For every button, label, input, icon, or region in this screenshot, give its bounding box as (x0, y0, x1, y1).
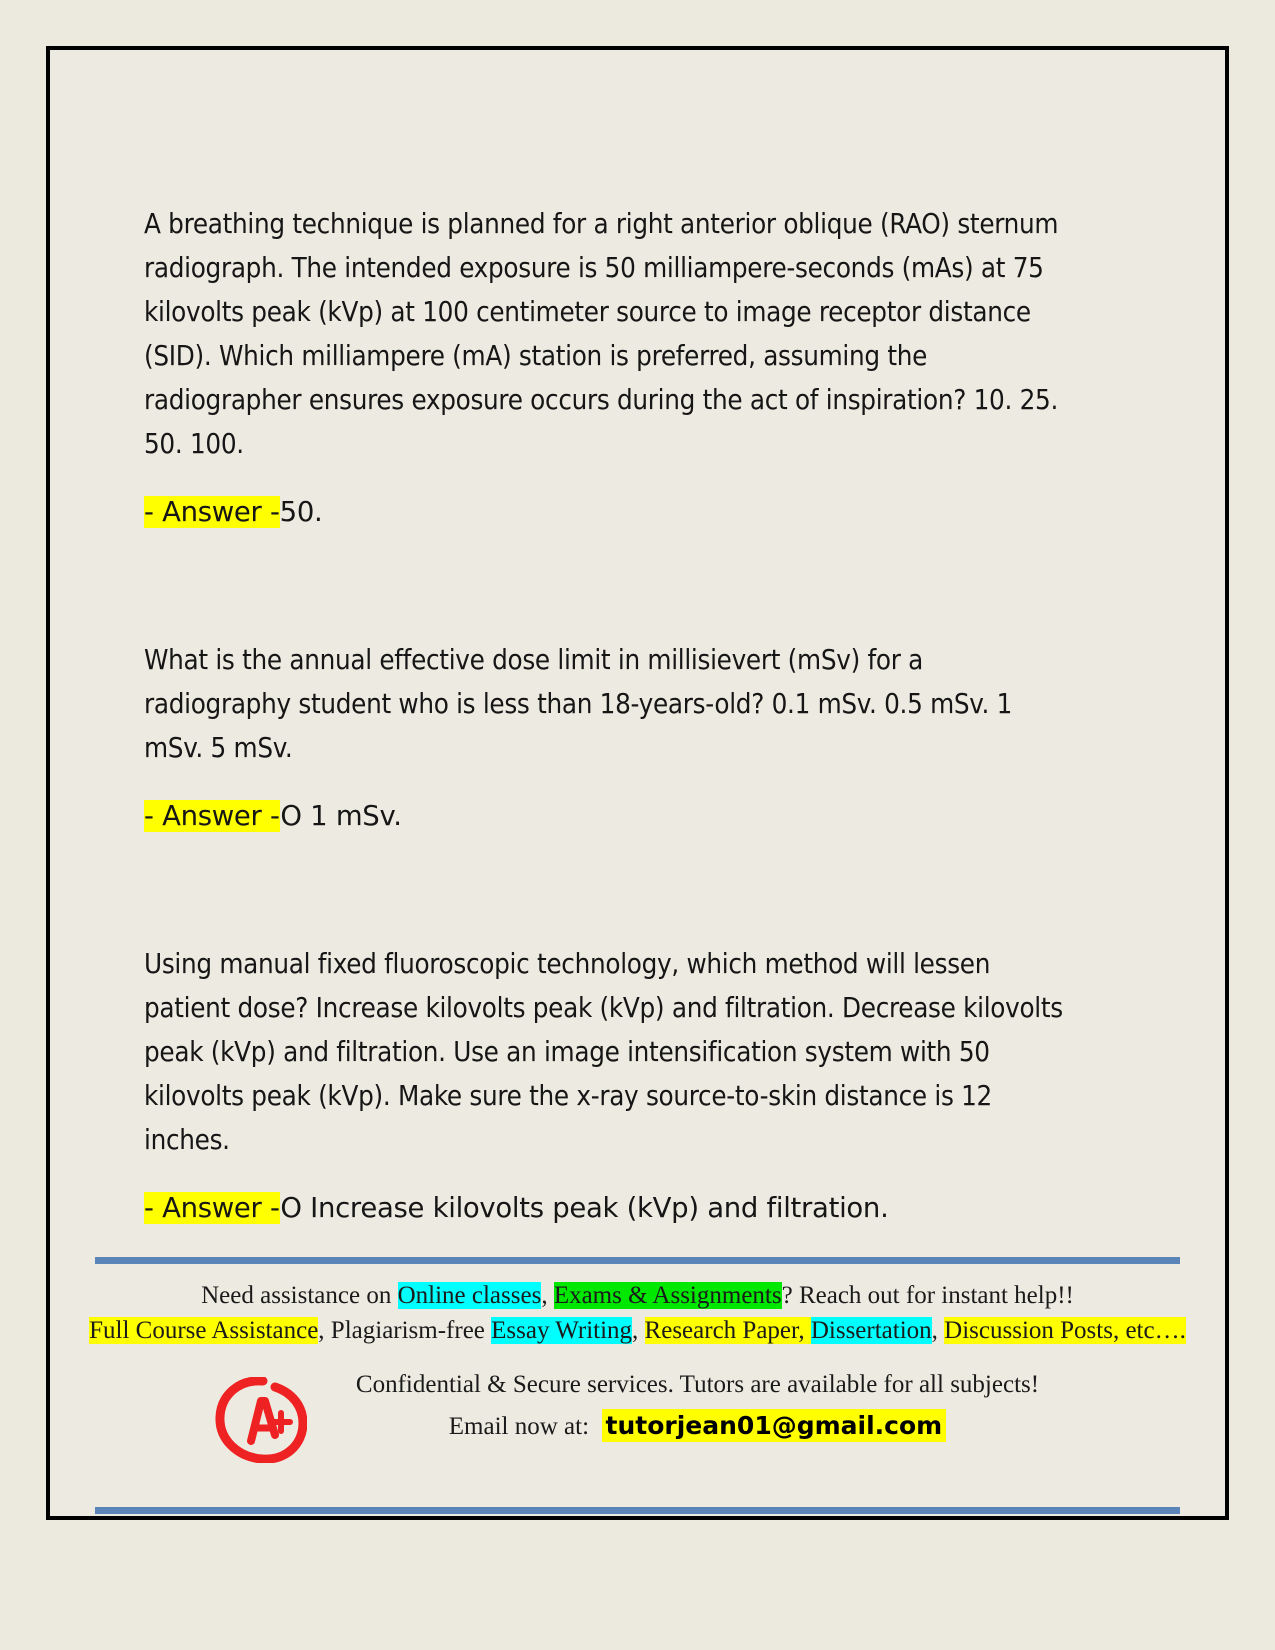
footer-promo-line-1 (50, 1282, 1225, 1310)
spacer-1 (144, 576, 1064, 638)
answer-text-3: O Increase kilovolts peak (kVp) and filtration. (280, 1192, 889, 1224)
promo-discussion-posts: Discussion Posts, etc…. (944, 1317, 1186, 1344)
footer-bottom-rule (95, 1507, 1180, 1514)
email-label: Email now at: (448, 1413, 590, 1440)
promo-seg-7: , (931, 1317, 945, 1344)
promo-seg-4: , (632, 1317, 645, 1344)
question-block-3 (144, 942, 1064, 1230)
footer-bottom-rule-wrap (50, 1507, 1225, 1514)
a-plus-logo-icon (215, 1377, 307, 1463)
footer-bottom (50, 1371, 1225, 1481)
footer-tagline: Confidential & Secure services. Tutors are available for all subjects! (355, 1371, 1040, 1398)
promo-essay-writing: Essay Writing (491, 1317, 633, 1344)
answer-marker-3: - Answer - (144, 1192, 281, 1224)
answer-text-1: 50. (279, 496, 323, 528)
promo-dissertation: Dissertation (810, 1317, 932, 1344)
question-text-1: A breathing technique is planned for a right anterior oblique (RAO) sternum radiograph. The intended exposure is 50 milliampere-seconds (mAs) at 75 kilovolts peak (kVp) at 100 centimeter source to image receptor distance (SID). Which milliampere (mA) station is preferred, assuming the radiographer ensures exposure occurs during the act of inspiration? 10. 25. 50. 100. (144, 208, 1059, 460)
promo-research-paper: Research Paper, (644, 1317, 811, 1344)
document-body (144, 202, 1064, 1272)
promo-exams-assignments: Exams & Assignments (553, 1282, 782, 1309)
footer (50, 1257, 1225, 1514)
promo-full-course-assistance: Full Course Assistance (89, 1317, 319, 1344)
spacer-2 (144, 880, 1064, 942)
promo-seg-2: , Plagiarism-free (318, 1317, 492, 1344)
answer-line-1 (144, 490, 1064, 534)
footer-top-rule (95, 1257, 1180, 1264)
promo-part-3: ? Reach out for instant help!! (781, 1282, 1074, 1309)
answer-text-2: O 1 mSv. (280, 800, 402, 832)
answer-line-2 (144, 794, 1064, 838)
answer-marker-1: - Answer - (144, 496, 280, 528)
answer-marker-2: - Answer - (144, 800, 281, 832)
question-block-2 (144, 638, 1064, 838)
email-address[interactable]: tutorjean01@gmail.com (602, 1409, 947, 1442)
promo-part-2: , (541, 1282, 554, 1309)
answer-line-3 (144, 1186, 1064, 1230)
document-page (46, 46, 1229, 1520)
question-text-3: Using manual fixed fluoroscopic technology, which method will lessen patient dose? Increase kilovolts peak (kVp) and filtration. Decrease kilovolts peak (kVp) and filtration. Use an image intensification system with 50 kilovolts peak (kVp). Make sure the x-ray source-to-skin distance is 12 inches. (144, 948, 1063, 1156)
promo-part-1: Need assistance on (201, 1282, 398, 1309)
question-text-2: What is the annual effective dose limit in millisievert (mSv) for a radiography student who is less than 18-years-old? 0.1 mSv. 0.5 mSv. 1 mSv. 5 mSv. (144, 644, 1013, 764)
promo-online-classes: Online classes (397, 1282, 542, 1309)
question-block-1 (144, 202, 1064, 534)
footer-promo-line-2 (50, 1317, 1225, 1345)
